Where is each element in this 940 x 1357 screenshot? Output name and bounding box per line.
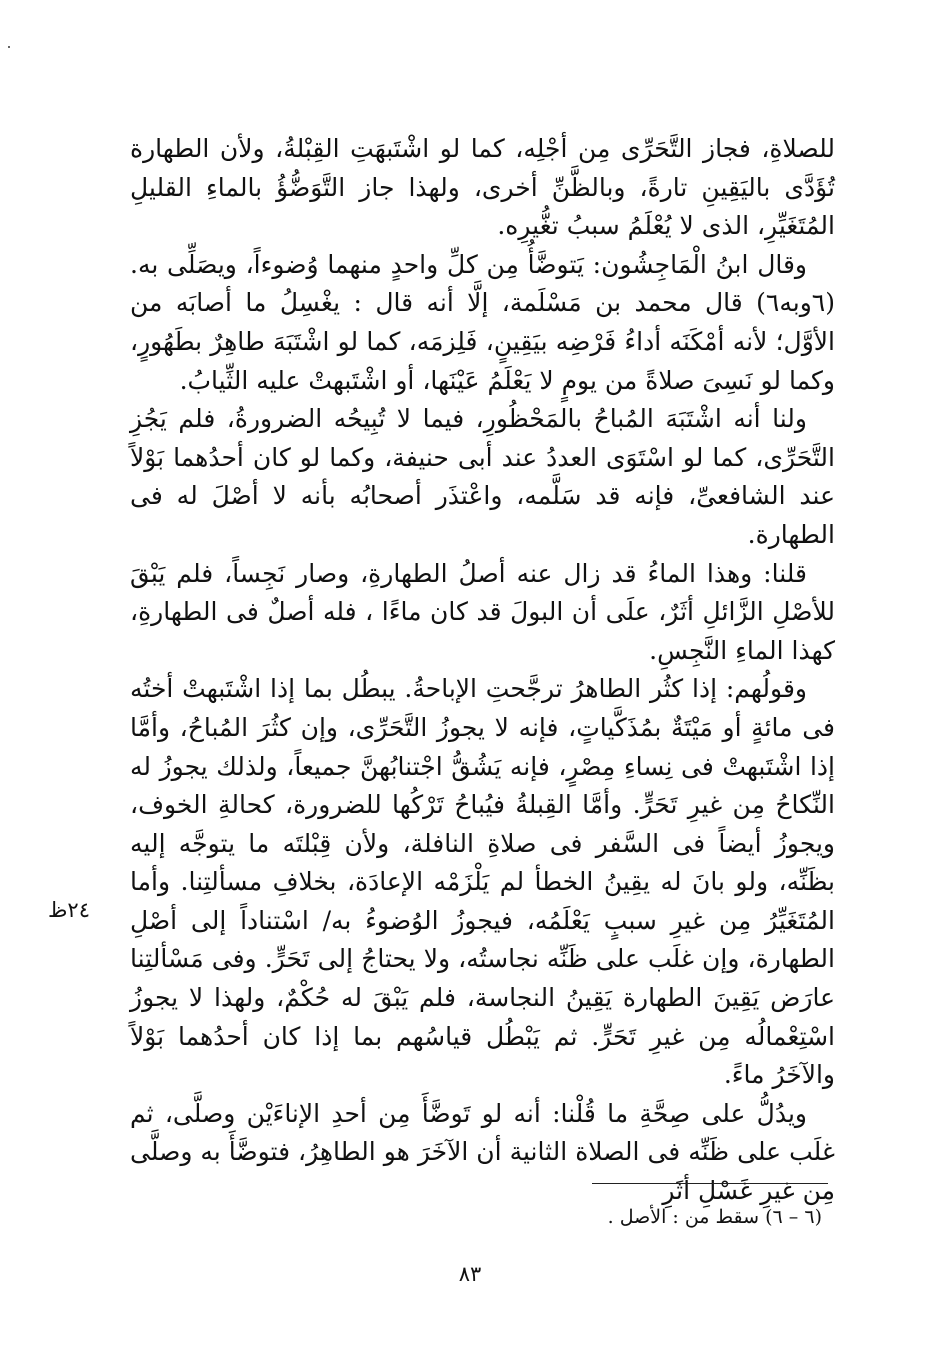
paragraph-5: وقولُهم: إذا كثُر الطاهرُ ترجَّحتِ الإباحةُ. يبطُل بما إذا اشْتَبهتْ أختُه فى مائةٍ أو مَيْتَةٌ بمُذَكَّياتٍ، فإنه لا يجوزُ التَّحَرِّى، وإن كثُرَ المُباحُ، وأمَّا إذا اشْتَبهتْ فى نِساءِ مِصْرٍ، فإنه يَشُقُّ اجْتنابُهنَّ جميعاً، ولذلك يجوزُ له النِّكاحُ مِن غيرِ تَحَرٍّ. وأمَّا القِبلةُ فيُباحُ تَرْكُها للضرورة، كحالةِ الخوف، ويجوزُ أيضاً فى السَّفر فى صلاةِ النافلة، ولأن قِبْلتَه ما يتوجَّه إليه بظَنِّه، ولو بانَ له يقِينُ الخطأ لم يَلْزَمْه الإعادَة، بخلافِ مسألتِنا. وأما المُتَغَيِّرُ مِن غيرِ سببٍ يَعْلَمُه، فيجوزُ الوُضوءُ به/ اسْتناداً إلى أصْلِ الطهارة، وإن غلَب على ظَنِّه نجاستُه، ولا يحتاجُ إلى تَحَرٍّ. وفى مَسْألتِنا عارَض يَقِينَ الطهارة يَقِينُ النجاسة، فلم يَبْقَ له حُكْمٌ، ولهذا لا يجوزُ اسْتِعْمالُه مِن غيرِ تَحَرٍّ. ثم يَبْطُل قياسُهم بما إذا كان أحدُهما بَوْلاً والآخَرُ ماءً. bbox=[130, 674, 835, 1090]
paragraph-3: ولنا أنه اشْتَبَهَ المُباحُ بالمَحْظُورِ، فيما لا تُبِيحُه الضرورةُ، فلم يَجُزِ التَّحَرِّى، كما لو اسْتَوَى العددُ عند أبى حنيفة، وكما لو كان أحدُهما بَوْلاً عند الشافعىِّ، فإنه قد سَلَّمه، واعْتذَر أصحابُه بأنه لا أصْلَ له فى الطهارة. bbox=[130, 404, 835, 549]
footnote-separator bbox=[592, 1183, 828, 1184]
scan-speck bbox=[8, 46, 10, 48]
main-text bbox=[130, 130, 835, 1211]
paragraph-1: للصلاةِ، فجاز التَّحَرِّى مِن أجْلِه، كما لو اشْتَبهَتِ القِبْلةُ، ولأن الطهارة تُؤَدَّى باليَقِينِ تارةً، وبالظَّنِّ أخرى، ولهذا جاز التَّوَضُّؤُ بالماءِ القليلِ المُتَغَيِّرِ، الذى لا يُعْلَمُ سببُ تغُّيرِه. bbox=[130, 134, 835, 241]
margin-folio-note: ٢٤ظ bbox=[48, 898, 90, 922]
paragraph-4: قلنا: وهذا الماءُ قد زال عنه أصلُ الطهارةِ، وصار نَجِساً، فلم يَبْقَ للأصْلِ الزَّائلِ أثَرٌ، علَى أن البولَ قد كان ماءًا ، فله أصلٌ فى الطهارةِ، كهذا الماءِ النَّجِسِ. bbox=[130, 558, 835, 665]
paragraph-2: وقال ابنُ الْمَاجِشُون: يَتوضَّأُ مِن كلِّ واحدٍ منهما وُضوءاً، ويصَلِّى به. (٦وبه٦) قال محمد بن مَسْلَمة، إلَّا أنه قال : يغْسِلُ ما أصابَه من الأوَّل؛ لأنه أمْكَنَه أداءُ فَرْضِه بيَقِينٍ، فَلِزمَه، كما لو اشْتَبَهَ طاهِرٌ بطَهُورٍ، وكما لو نَسِىَ صلاةً من يومٍ لا يَعْلَمُ عَيْنَها، أو اشْتَبهتْ عليه الثِّيابُ. bbox=[130, 249, 835, 395]
paragraph-6: ويدُلُّ على صِحَّةِ ما قُلْنا: أنه لو تَوضَّأَ مِن أحدِ الإناءَيْن وصلَّى، ثم غلَب على ظَنِّه فى الصلاة الثانية أن الآخَرَ هو الطاهِرُ، فتوضَّأَ به وصلَّى مِن غيرِ غَسْلِ أثَرِ bbox=[130, 1098, 835, 1206]
footnote: (٦ – ٦) سقط من : الأصل . bbox=[607, 1206, 822, 1228]
page-number: ٨٣ bbox=[458, 1262, 482, 1286]
